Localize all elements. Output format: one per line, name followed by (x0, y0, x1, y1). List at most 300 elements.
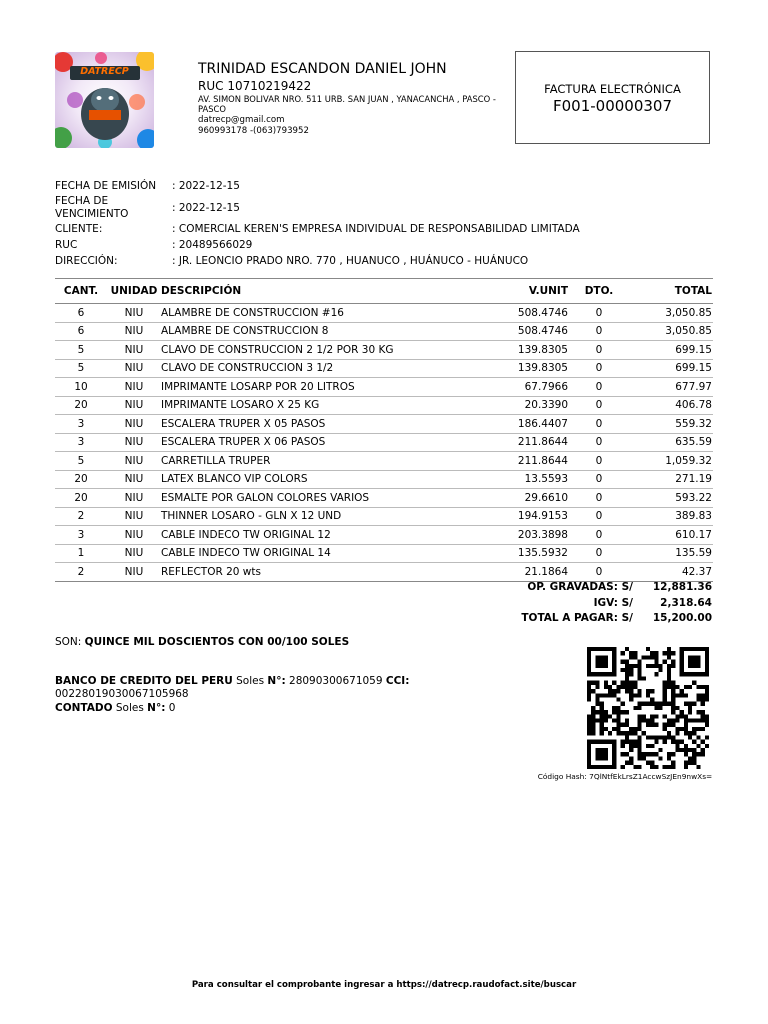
qr-module (650, 735, 654, 739)
qr-module (654, 655, 658, 659)
row-dto: 0 (568, 378, 630, 397)
qr-module (671, 664, 675, 668)
row-cant: 10 (55, 378, 107, 397)
qr-module (604, 714, 608, 718)
qr-module (612, 710, 616, 714)
qr-module (654, 664, 658, 668)
qr-module (646, 719, 650, 723)
qr-module (684, 752, 688, 756)
qr-module (650, 697, 654, 701)
qr-module (600, 723, 604, 727)
qr-module (654, 672, 658, 676)
qr-module (595, 748, 608, 761)
row-vunit: 211.8644 (478, 433, 568, 452)
qr-module (680, 748, 684, 752)
row-cant: 20 (55, 470, 107, 489)
qr-module (591, 719, 595, 723)
qr-module (650, 719, 654, 723)
qr-module (642, 714, 646, 718)
qr-module (629, 748, 633, 752)
qr-module (591, 727, 595, 731)
meta-value-address: : JR. LEONCIO PRADO NRO. 770 , HUANUCO , HUÁNUCO - HUÁNUCO (172, 255, 529, 267)
bank-name: BANCO DE CREDITO DEL PERU (55, 675, 233, 687)
qr-module (621, 744, 625, 748)
header-vunit: V.UNIT (478, 279, 568, 304)
qr-module (667, 765, 671, 769)
qr-module (637, 714, 641, 718)
row-dto: 0 (568, 452, 630, 471)
table-row (55, 322, 713, 341)
qr-module (696, 765, 700, 769)
qr-module (671, 651, 675, 655)
row-total: 271.19 (630, 470, 713, 489)
row-total: 3,050.85 (630, 322, 713, 341)
qr-module (667, 655, 671, 659)
qr-module (684, 748, 688, 752)
qr-module (637, 668, 641, 672)
qr-module (600, 706, 604, 710)
qr-module (600, 719, 604, 723)
meta-label-client: CLIENTE: (55, 223, 103, 235)
row-cant: 3 (55, 415, 107, 434)
meta-label-ruc: RUC (55, 239, 78, 251)
qr-module (595, 702, 599, 706)
qr-module (587, 693, 591, 697)
qr-module (616, 710, 620, 714)
qr-module (675, 719, 679, 723)
qr-module (604, 693, 608, 697)
row-total: 677.97 (630, 378, 713, 397)
qr-module (675, 685, 679, 689)
qr-module (642, 756, 646, 760)
qr-module (671, 689, 675, 693)
qr-module (616, 727, 620, 731)
row-dto: 0 (568, 526, 630, 545)
row-unidad: NIU (107, 396, 161, 415)
qr-module (637, 723, 641, 727)
qr-module (671, 761, 675, 765)
qr-module (633, 681, 637, 685)
qr-module (663, 697, 667, 701)
qr-module (654, 660, 658, 664)
qr-module (696, 697, 700, 701)
total-label-gravadas: OP. GRAVADAS: S/ (527, 581, 633, 593)
table-row (55, 563, 713, 582)
row-cant: 3 (55, 526, 107, 545)
qr-module (667, 719, 671, 723)
qr-module (663, 651, 667, 655)
table-row (55, 304, 713, 323)
contado-n-label: N°: (147, 701, 166, 714)
qr-module (616, 723, 620, 727)
qr-module (600, 714, 604, 718)
qr-module (621, 731, 625, 735)
qr-module (625, 761, 629, 765)
meta-label-address: DIRECCIÓN: (55, 255, 118, 267)
qr-module (621, 752, 625, 756)
qr-module (600, 731, 604, 735)
qr-module (671, 723, 675, 727)
qr-module (621, 651, 625, 655)
qr-module (671, 765, 675, 769)
bank-cci: 00228019030067105968 (55, 688, 189, 701)
qr-module (608, 685, 612, 689)
qr-module (667, 676, 671, 680)
row-unidad: NIU (107, 544, 161, 563)
qr-module (637, 702, 641, 706)
qr-module (696, 685, 700, 689)
qr-module (642, 676, 646, 680)
qr-module (625, 719, 629, 723)
qr-module (684, 714, 688, 718)
qr-module (671, 693, 675, 697)
qr-module (587, 714, 591, 718)
qr-module (705, 719, 709, 723)
qr-module (625, 664, 629, 668)
row-total: 135.59 (630, 544, 713, 563)
qr-module (680, 689, 684, 693)
qr-module (625, 735, 629, 739)
qr-module (688, 685, 692, 689)
header-dto: DTO. (568, 279, 630, 304)
qr-module (675, 706, 679, 710)
table-row (55, 470, 713, 489)
qr-module (604, 685, 608, 689)
items-body (55, 304, 713, 582)
contado-currency: Soles (115, 701, 144, 714)
qr-module (646, 744, 650, 748)
meta-value-issue-date: : 2022-12-15 (172, 180, 240, 192)
invoice-type-label: FACTURA ELECTRÓNICA (544, 82, 681, 96)
row-dto: 0 (568, 470, 630, 489)
qr-module (696, 710, 700, 714)
qr-module (633, 685, 637, 689)
qr-module (595, 710, 599, 714)
qr-module (629, 731, 633, 735)
qr-module (675, 714, 679, 718)
qr-module (621, 765, 625, 769)
qr-module (600, 710, 604, 714)
qr-module (591, 710, 595, 714)
qr-module (654, 714, 658, 718)
qr-module (621, 723, 625, 727)
qr-module (637, 735, 641, 739)
qr-module (633, 693, 637, 697)
bank-info (55, 675, 455, 715)
qr-module (684, 723, 688, 727)
qr-module (629, 727, 633, 731)
qr-module (659, 664, 663, 668)
qr-module (637, 664, 641, 668)
qr-module (701, 748, 705, 752)
qr-module (684, 685, 688, 689)
qr-module (701, 702, 705, 706)
amount-in-words (55, 636, 349, 648)
qr-module (654, 702, 658, 706)
row-vunit: 21.1864 (478, 563, 568, 582)
qr-module (612, 693, 616, 697)
qr-module (701, 752, 705, 756)
qr-module (646, 735, 650, 739)
qr-module (696, 719, 700, 723)
qr-module (621, 668, 625, 672)
table-row (55, 433, 713, 452)
company-address: AV. SIMON BOLIVAR NRO. 511 URB. SAN JUAN , YANACANCHA , PASCO - PASCO (198, 94, 496, 114)
total-label-pagar: TOTAL A PAGAR: S/ (521, 612, 633, 624)
qr-module (667, 664, 671, 668)
qr-module (637, 706, 641, 710)
qr-module (604, 710, 608, 714)
table-row (55, 544, 713, 563)
qr-module (625, 647, 629, 651)
qr-module (671, 681, 675, 685)
bank-currency: Soles (236, 675, 265, 687)
qr-module (621, 740, 625, 744)
company-email: datrecp@gmail.com (198, 115, 285, 125)
header-unidad: UNIDAD (107, 279, 161, 304)
qr-module (692, 719, 696, 723)
row-dto: 0 (568, 322, 630, 341)
qr-module (688, 655, 701, 668)
qr-module (587, 731, 591, 735)
row-dto: 0 (568, 341, 630, 360)
qr-module (616, 706, 620, 710)
row-unidad: NIU (107, 452, 161, 471)
qr-module (692, 740, 696, 744)
row-total: 593.22 (630, 489, 713, 508)
meta-label-due-date: FECHA DE VENCIMIENTO (55, 195, 129, 220)
qr-module (608, 693, 612, 697)
qr-module (692, 731, 696, 735)
qr-module (667, 647, 671, 651)
qr-module (696, 735, 700, 739)
qr-module (663, 714, 667, 718)
footer-note: Para consultar el comprobante ingresar a https://datrecp.raudofact.site/buscar (191, 980, 577, 990)
row-total: 42.37 (630, 563, 713, 582)
qr-module (642, 655, 646, 659)
qr-module (684, 765, 688, 769)
qr-module (625, 676, 629, 680)
qr-module (692, 752, 696, 756)
qr-module (667, 681, 671, 685)
qr-module (688, 748, 692, 752)
qr-module (633, 765, 637, 769)
meta-value-due-date: : 2022-12-15 (172, 202, 240, 214)
row-vunit: 13.5593 (478, 470, 568, 489)
table-row (55, 359, 713, 378)
row-unidad: NIU (107, 415, 161, 434)
qr-module (654, 752, 658, 756)
row-cant: 5 (55, 341, 107, 360)
qr-module (625, 731, 629, 735)
qr-module (688, 756, 692, 760)
qr-module (684, 702, 688, 706)
table-row (55, 526, 713, 545)
qr-module (646, 647, 650, 651)
qr-module (701, 719, 705, 723)
table-row (55, 341, 713, 360)
qr-module (671, 706, 675, 710)
qr-module (671, 697, 675, 701)
qr-module (587, 697, 591, 701)
row-total: 389.83 (630, 507, 713, 526)
row-dto: 0 (568, 396, 630, 415)
qr-module (692, 681, 696, 685)
row-descripcion: LATEX BLANCO VIP COLORS (161, 470, 478, 489)
qr-module (680, 710, 684, 714)
qr-module (692, 756, 696, 760)
son-prefix: SON: (55, 636, 82, 648)
qr-module (684, 719, 688, 723)
qr-module (637, 748, 641, 752)
qr-module (650, 702, 654, 706)
company-phone: 960993178 -(063)793952 (198, 126, 309, 136)
row-cant: 2 (55, 507, 107, 526)
header-cant: CANT. (55, 279, 107, 304)
qr-module (625, 672, 629, 676)
qr-module (671, 752, 675, 756)
row-descripcion: IMPRIMANTE LOSARO X 25 KG (161, 396, 478, 415)
row-descripcion: ESCALERA TRUPER X 05 PASOS (161, 415, 478, 434)
qr-module (650, 689, 654, 693)
qr-module (671, 735, 675, 739)
invoice-number: F001-00000307 (552, 97, 673, 115)
qr-module (667, 735, 671, 739)
row-cant: 20 (55, 396, 107, 415)
qr-module (595, 685, 599, 689)
row-total: 3,050.85 (630, 304, 713, 323)
qr-module (637, 727, 641, 731)
qr-module (650, 655, 654, 659)
qr-module (684, 727, 688, 731)
qr-module (637, 719, 641, 723)
row-dto: 0 (568, 359, 630, 378)
qr-module (600, 693, 604, 697)
qr-module (646, 655, 650, 659)
row-descripcion: CLAVO DE CONSTRUCCION 2 1/2 POR 30 KG (161, 341, 478, 360)
row-descripcion: CABLE INDECO TW ORIGINAL 12 (161, 526, 478, 545)
qr-module (688, 702, 692, 706)
row-descripcion: REFLECTOR 20 wts (161, 563, 478, 582)
qr-module (625, 689, 629, 693)
son-text: QUINCE MIL DOSCIENTOS CON 00/100 SOLES (84, 636, 350, 648)
qr-module (705, 697, 709, 701)
qr-module (663, 765, 667, 769)
table-row (55, 415, 713, 434)
qr-module (604, 719, 608, 723)
qr-module (625, 668, 629, 672)
table-row (55, 507, 713, 526)
qr-module (591, 706, 595, 710)
qr-module (667, 702, 671, 706)
row-unidad: NIU (107, 304, 161, 323)
qr-module (646, 752, 650, 756)
qr-module (612, 719, 616, 723)
qr-module (616, 689, 620, 693)
qr-module (637, 765, 641, 769)
row-vunit: 20.3390 (478, 396, 568, 415)
row-unidad: NIU (107, 322, 161, 341)
qr-module (629, 761, 633, 765)
qr-module (633, 740, 637, 744)
qr-module (650, 714, 654, 718)
qr-module (625, 752, 629, 756)
qr-module (612, 689, 616, 693)
qr-module (625, 723, 629, 727)
table-row (55, 378, 713, 397)
row-unidad: NIU (107, 359, 161, 378)
row-cant: 5 (55, 359, 107, 378)
qr-module (659, 702, 663, 706)
qr-module (659, 668, 663, 672)
qr-module (692, 748, 696, 752)
row-unidad: NIU (107, 563, 161, 582)
qr-module (701, 693, 705, 697)
row-descripcion: CARRETILLA TRUPER (161, 452, 478, 471)
qr-module (600, 702, 604, 706)
qr-module (705, 714, 709, 718)
qr-module (587, 689, 591, 693)
qr-module (595, 697, 599, 701)
row-cant: 20 (55, 489, 107, 508)
qr-module (680, 714, 684, 718)
row-unidad: NIU (107, 341, 161, 360)
qr-module (642, 752, 646, 756)
total-label-igv: IGV: S/ (593, 597, 633, 609)
qr-module (587, 723, 591, 727)
row-vunit: 29.6610 (478, 489, 568, 508)
qr-module (650, 664, 654, 668)
qr-module (663, 660, 667, 664)
qr-module (705, 689, 709, 693)
qr-module (642, 702, 646, 706)
row-total: 699.15 (630, 359, 713, 378)
qr-module (680, 740, 684, 744)
qr-module (650, 765, 654, 769)
qr-module (633, 664, 637, 668)
qr-module (675, 740, 679, 744)
qr-module (621, 710, 625, 714)
meta-value-client: : COMERCIAL KEREN'S EMPRESA INDIVIDUAL DE RESPONSABILIDAD LIMITADA (172, 223, 580, 235)
qr-module (587, 719, 591, 723)
qr-module (629, 756, 633, 760)
qr-module (663, 689, 667, 693)
qr-module (688, 719, 692, 723)
qr-module (633, 655, 637, 659)
row-unidad: NIU (107, 489, 161, 508)
company-ruc: RUC 10710219422 (198, 79, 312, 93)
qr-module (646, 693, 650, 697)
row-dto: 0 (568, 433, 630, 452)
row-dto: 0 (568, 544, 630, 563)
qr-module (587, 685, 591, 689)
qr-module (684, 761, 688, 765)
qr-module (701, 727, 705, 731)
row-unidad: NIU (107, 507, 161, 526)
row-vunit: 139.8305 (478, 341, 568, 360)
qr-module (701, 740, 705, 744)
row-unidad: NIU (107, 526, 161, 545)
qr-module (629, 655, 633, 659)
qr-module (696, 727, 700, 731)
qr-module (595, 681, 599, 685)
qr-module (629, 668, 633, 672)
qr-module (667, 752, 671, 756)
header-descripcion: DESCRIPCIÓN (161, 279, 478, 304)
qr-module (621, 660, 625, 664)
row-dto: 0 (568, 507, 630, 526)
row-descripcion: ESCALERA TRUPER X 06 PASOS (161, 433, 478, 452)
